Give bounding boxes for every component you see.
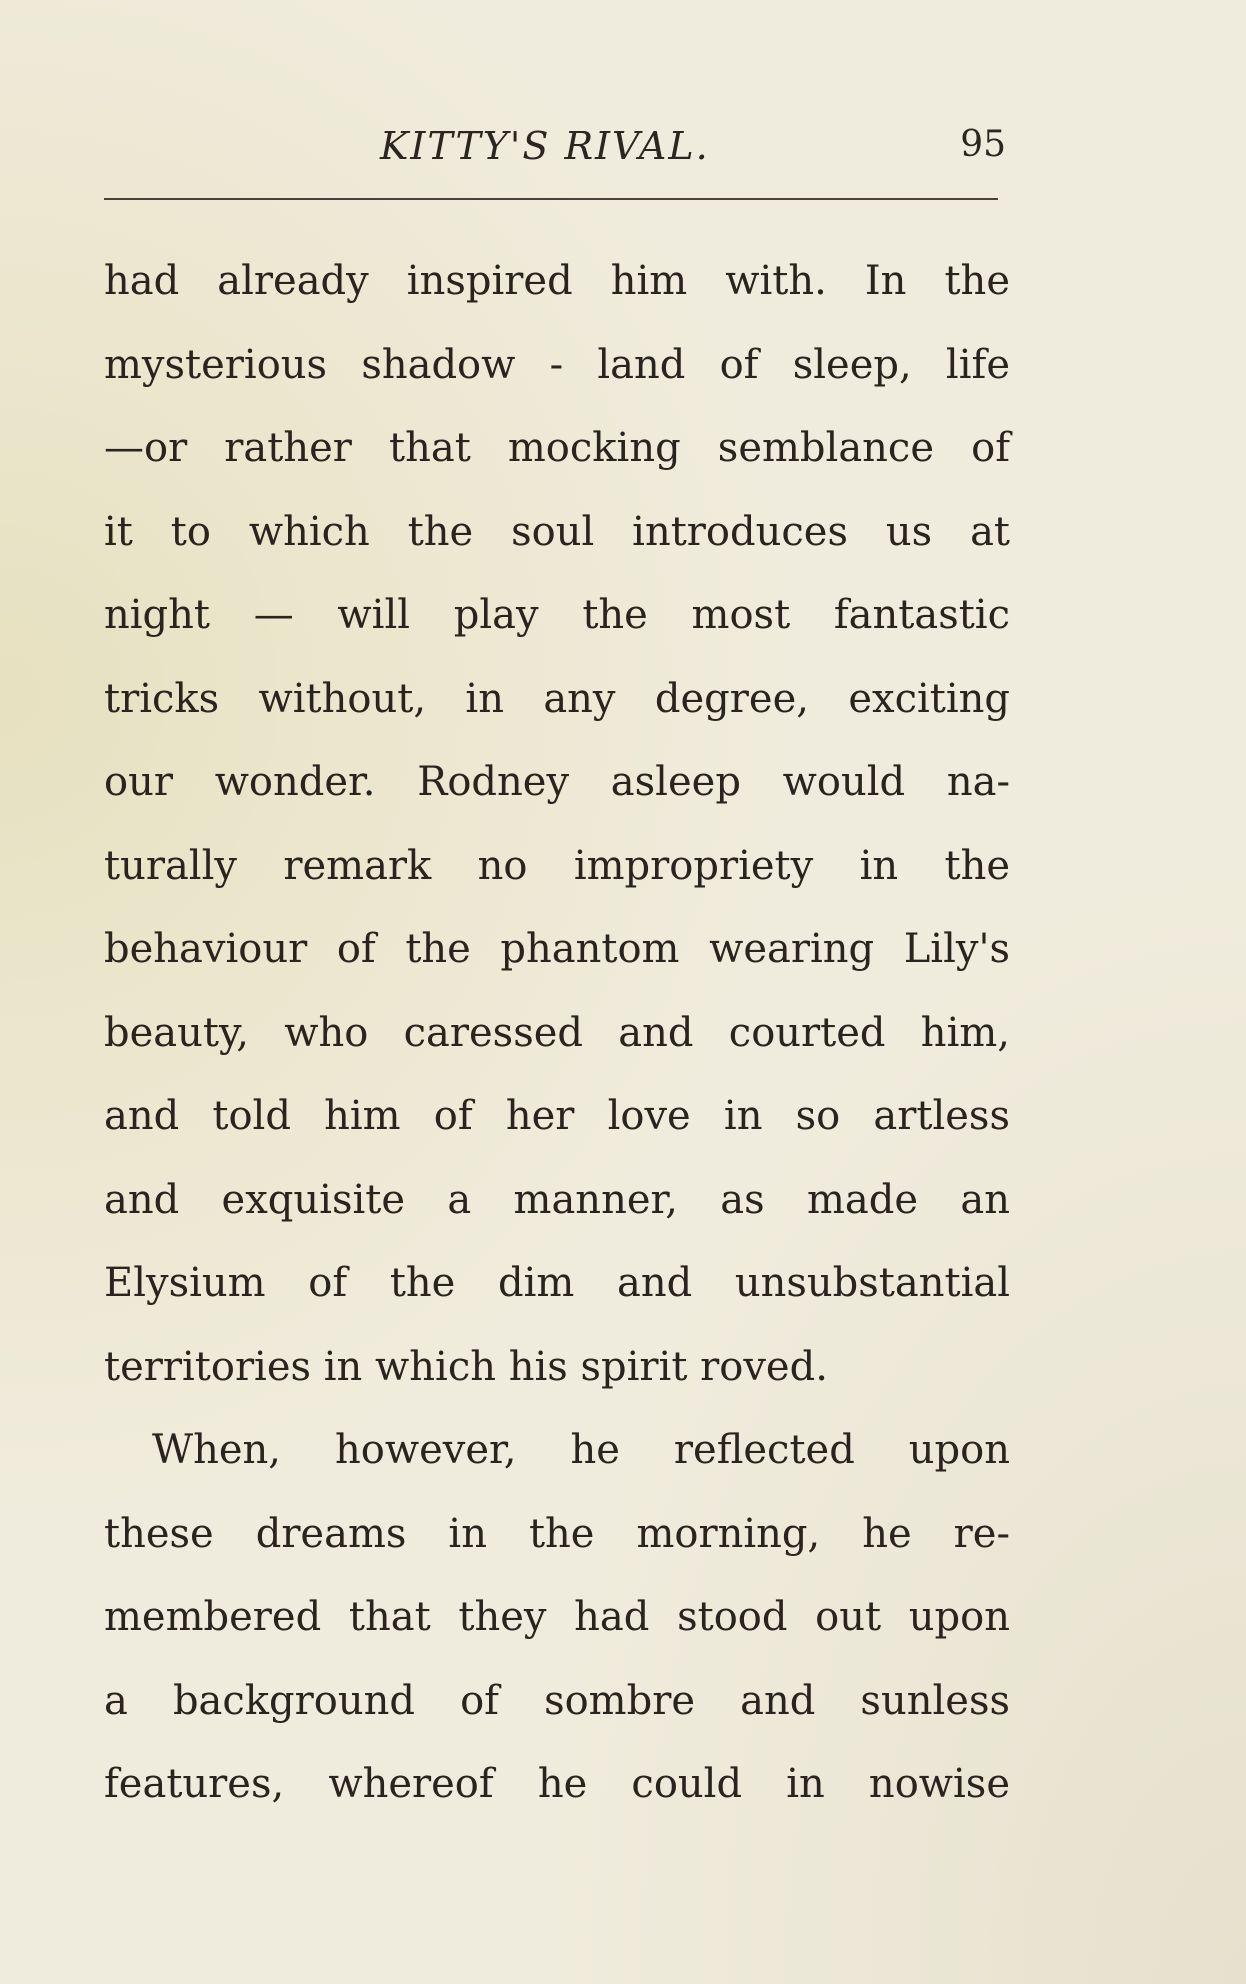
text-line: and exquisite a manner, as made an — [104, 1176, 1010, 1223]
text-line: tricks without, in any degree, exciting — [104, 675, 1010, 722]
running-title: KITTY'S RIVAL. — [380, 124, 710, 168]
text-line: and told him of her love in so artless — [104, 1093, 1010, 1139]
header-rule — [104, 198, 998, 200]
body-text — [104, 240, 1010, 1827]
text-line: mysterious shadow - land of sleep, life — [104, 341, 1010, 388]
text-line: behaviour of the phantom wearing Lily's — [104, 926, 1010, 972]
text-line: these dreams in the morning, he re- — [104, 1510, 1010, 1557]
text-line: turally remark no impropriety in the — [104, 842, 1010, 889]
text-line: When, however, he reflected upon — [152, 1427, 1010, 1473]
text-line: had already inspired him with. In the — [104, 258, 1010, 304]
text-line: beauty, who caressed and courted him, — [104, 1009, 1010, 1056]
text-line: membered that they had stood out upon — [104, 1594, 1010, 1640]
text-line: a background of sombre and sunless — [104, 1677, 1010, 1724]
running-head — [100, 124, 1012, 174]
text-line: night — will play the most fantastic — [104, 592, 1010, 638]
page-number: 95 — [960, 124, 1006, 165]
text-line: it to which the soul introduces us at — [104, 508, 1010, 555]
text-line: —or rather that mocking semblance of — [104, 425, 1010, 471]
text-line: Elysium of the dim and unsubstantial — [104, 1260, 1010, 1306]
text-line: our wonder. Rodney asleep would na- — [104, 759, 1010, 805]
text-line: territories in which his spirit roved. — [104, 1343, 828, 1390]
text-line: features, whereof he could in nowise — [104, 1761, 1010, 1807]
